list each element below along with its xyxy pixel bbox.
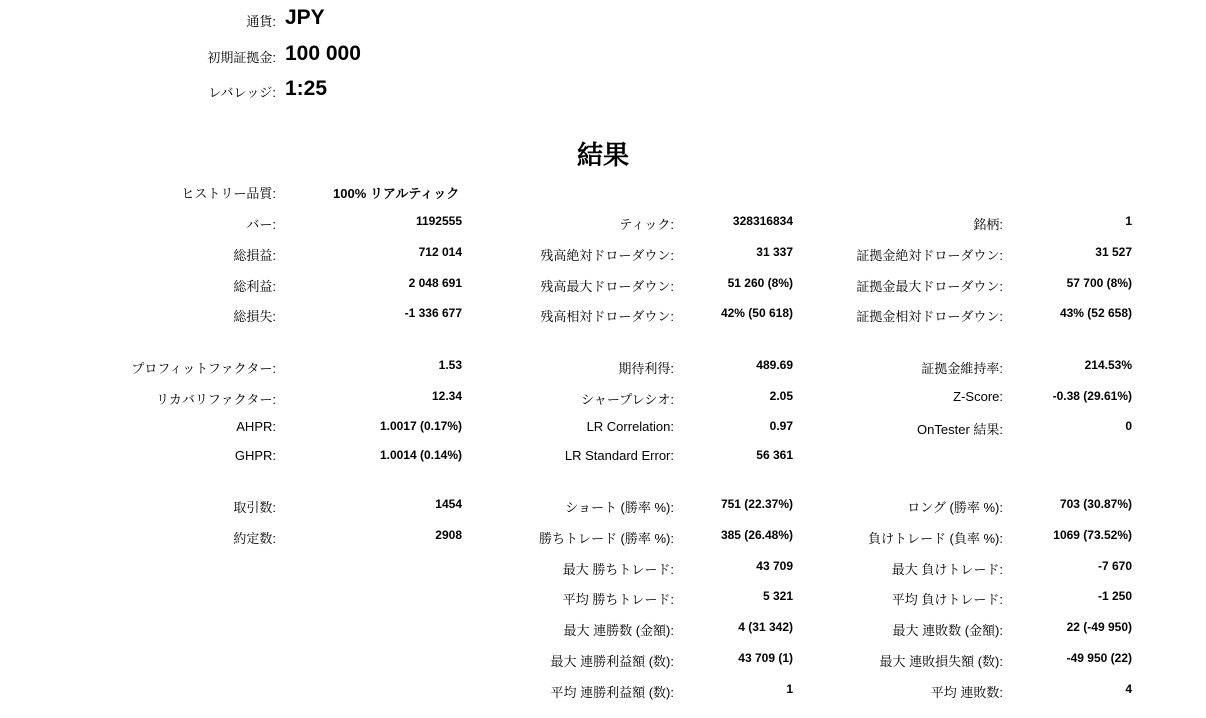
stat-value-c3: 22 (-49 950)	[1066, 620, 1132, 634]
stat-value-c2: 43 709	[756, 559, 793, 573]
stat-label-c2: シャープレシオ:	[581, 392, 674, 407]
currency-label: 通貨:	[246, 14, 276, 29]
stat-label-c3: 平均 連敗数:	[930, 685, 1003, 700]
stat-value-c1: -1 336 677	[404, 306, 462, 320]
stat-value-c2: 1	[786, 682, 793, 696]
results-title: 結果	[576, 141, 629, 170]
deposit-label: 初期証拠金:	[207, 50, 276, 65]
stat-label-c1: 総損失:	[233, 309, 276, 324]
stat-value-c1: 712 014	[418, 245, 462, 259]
stat-label-c3: 銘柄:	[973, 217, 1003, 232]
stat-value-c3: -49 950 (22)	[1066, 651, 1132, 665]
stat-value-c2: 4 (31 342)	[738, 620, 793, 634]
stat-label-c2: 平均 連勝利益額 (数):	[550, 685, 674, 700]
stat-value-c1: 1192555	[415, 214, 462, 228]
stat-value-c3: -0.38 (29.61%)	[1052, 389, 1132, 403]
stat-label-c1: 取引数:	[233, 500, 276, 515]
stat-label-c3: 最大 連敗損失額 (数):	[879, 654, 1003, 669]
stat-value-c3: -7 670	[1097, 559, 1132, 573]
stat-value-c1: 2 048 691	[408, 276, 462, 290]
stat-label-c1: 総損益:	[233, 248, 276, 263]
stat-value-c3: 43% (52 658)	[1059, 306, 1132, 320]
stat-label-c2: ショート (勝率 %):	[565, 500, 674, 515]
stat-value-c2: 751 (22.37%)	[720, 497, 793, 511]
stat-value-c3: 214.53%	[1084, 358, 1132, 372]
stat-value-c2: 2.05	[769, 389, 793, 403]
stat-label-c2: 残高絶対ドローダウン:	[540, 248, 674, 263]
stat-label-c1: プロフィットファクター:	[131, 361, 276, 376]
stat-label-c2: 勝ちトレード (勝率 %):	[538, 531, 674, 546]
stat-value-c1: 12.34	[431, 389, 462, 403]
history-quality-value: 100% リアルティック	[333, 186, 460, 201]
stat-label-c2: LR Standard Error:	[564, 448, 674, 463]
stat-label-c3: 証拠金最大ドローダウン:	[856, 279, 1003, 294]
stat-value-c2: 385 (26.48%)	[720, 528, 793, 542]
stat-value-c3: 1069 (73.52%)	[1053, 528, 1132, 542]
leverage-label: レバレッジ:	[208, 85, 276, 100]
stat-label-c2: 残高相対ドローダウン:	[540, 309, 674, 324]
stat-value-c3: 4	[1125, 682, 1132, 696]
stat-value-c2: 42% (50 618)	[720, 306, 793, 320]
stat-label-c1: 総利益:	[233, 279, 276, 294]
stat-label-c2: 平均 勝ちトレード:	[562, 592, 674, 607]
stat-value-c1: 1.0014 (0.14%)	[379, 448, 462, 462]
stat-value-c1: 1.0017 (0.17%)	[379, 419, 462, 433]
stat-label-c2: 最大 連勝数 (金額):	[563, 623, 674, 638]
stat-value-c3: 57 700 (8%)	[1066, 276, 1132, 290]
stat-label-c2: ティック:	[619, 217, 674, 232]
stat-label-c1: 約定数:	[233, 531, 276, 546]
stat-label-c3: 最大 連敗数 (金額):	[892, 623, 1003, 638]
stat-value-c2: 0.97	[769, 419, 793, 433]
stat-label-c3: 証拠金絶対ドローダウン:	[856, 248, 1003, 263]
stat-label-c3: ロング (勝率 %):	[907, 500, 1003, 515]
deposit-value: 100 000	[285, 42, 361, 65]
stat-value-c2: 489.69	[756, 358, 793, 372]
stat-label-c2: 最大 連勝利益額 (数):	[550, 654, 674, 669]
stat-label-c2: 最大 勝ちトレード:	[562, 562, 674, 577]
stat-value-c1: 1454	[435, 497, 462, 511]
stat-value-c3: -1 250	[1097, 589, 1132, 603]
stat-value-c2: 31 337	[756, 245, 793, 259]
currency-value: JPY	[285, 6, 325, 29]
stat-label-c3: 証拠金維持率:	[921, 361, 1003, 376]
stat-label-c2: LR Correlation:	[586, 419, 674, 434]
stat-value-c3: 1	[1125, 214, 1132, 228]
stat-label-c2: 期待利得:	[618, 361, 674, 376]
history-quality-label: ヒストリー品質:	[181, 186, 276, 201]
stat-label-c3: 証拠金相対ドローダウン:	[856, 309, 1003, 324]
stat-label-c1: GHPR:	[234, 448, 276, 463]
stat-label-c3: 最大 負けトレード:	[891, 562, 1003, 577]
stat-label-c1: リカバリファクター:	[156, 392, 276, 407]
stat-value-c2: 56 361	[756, 448, 793, 462]
stat-value-c3: 31 527	[1095, 245, 1132, 259]
stat-value-c1: 1.53	[438, 358, 462, 372]
stat-value-c1: 2908	[435, 528, 462, 542]
stat-label-c1: AHPR:	[236, 419, 276, 434]
stat-value-c3: 0	[1125, 419, 1132, 433]
stat-value-c2: 51 260 (8%)	[727, 276, 793, 290]
stat-value-c2: 43 709 (1)	[738, 651, 793, 665]
stat-label-c3: 平均 負けトレード:	[891, 592, 1003, 607]
stat-value-c2: 328316834	[732, 214, 793, 228]
stat-label-c3: Z-Score:	[953, 389, 1003, 404]
stat-value-c2: 5 321	[762, 589, 793, 603]
stat-label-c2: 残高最大ドローダウン:	[540, 279, 674, 294]
stat-label-c3: OnTester 結果:	[917, 422, 1003, 437]
stat-value-c3: 703 (30.87%)	[1059, 497, 1132, 511]
stat-label-c3: 負けトレード (負率 %):	[867, 531, 1003, 546]
leverage-value: 1:25	[285, 77, 328, 100]
stat-label-c1: バー:	[246, 217, 276, 232]
